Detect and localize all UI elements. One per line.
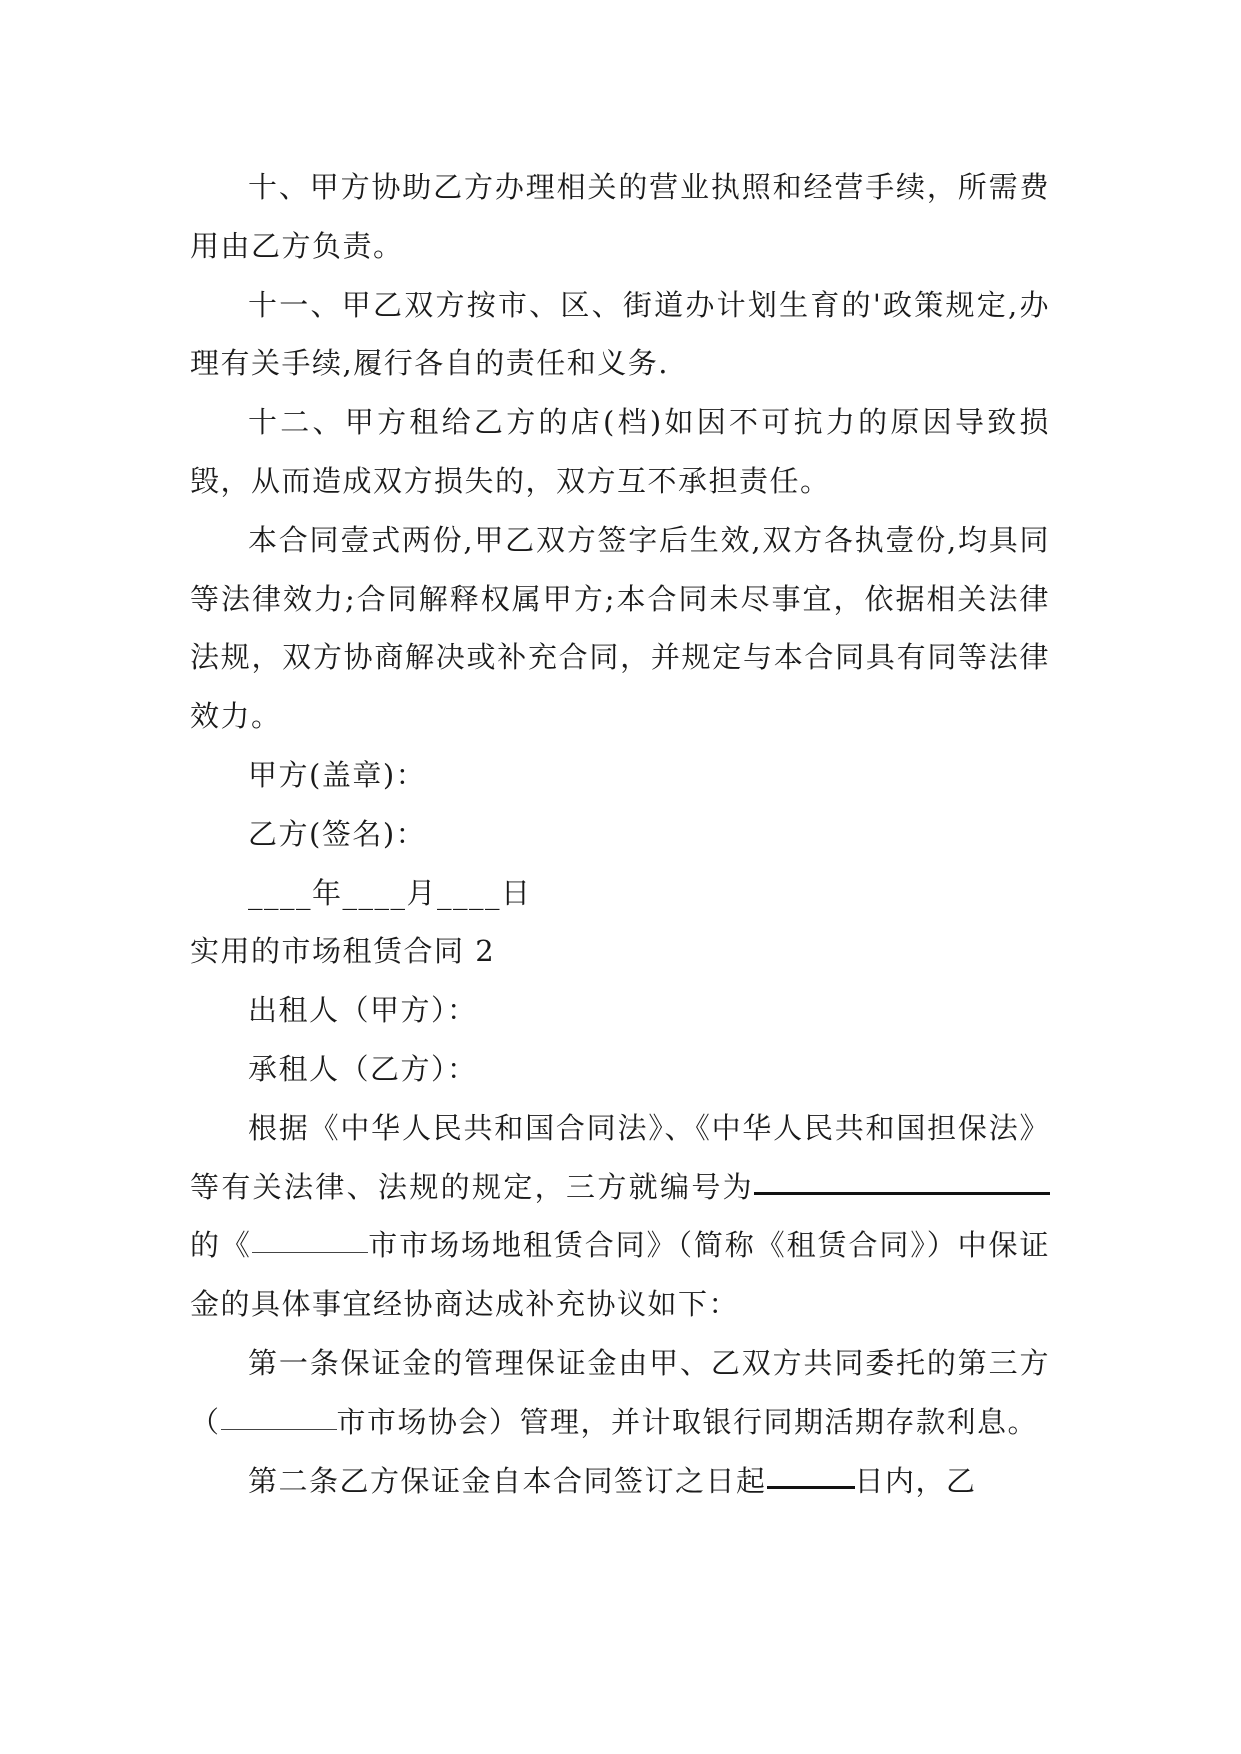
contract-number-blank [754, 1172, 932, 1195]
city-blank [252, 1230, 368, 1253]
days-blank [767, 1466, 855, 1489]
article-1 [190, 1334, 1050, 1452]
lessor-line: 出租人（甲方）： [248, 993, 478, 1028]
clause-11: 十一、甲乙双方按市、区、街道办计划生育的'政策规定,办理有关手续,履行各自的责任和义务. [190, 287, 1050, 381]
copies-clause: 本合同壹式两份,甲乙双方签字后生效,双方各执壹份,均具同等法律效力;合同解释权属甲方;本合同未尽事宜，依据相关法律法规，双方协商解决或补充合同，并规定与本合同具有同等法律效力。 [190, 522, 1050, 734]
intro-text-2: 的《 [190, 1228, 252, 1263]
article-1-text-2: 市市场协会）管理，并计取银行同期活期存款利息。 [336, 1404, 1039, 1439]
section-title: 实用的市场租赁合同 2 [190, 934, 496, 969]
intro-text-1: 根据《中华人民共和国合同法》、《中华人民共和国担保法》等有关法律、法规的规定，三方就编号为 [190, 1110, 1050, 1204]
intro-paragraph [190, 1099, 1050, 1334]
contract-number-blank-cont [932, 1172, 1050, 1195]
lessee-line: 承租人（乙方）： [248, 1051, 478, 1086]
clause-12: 十二、甲方租给乙方的店(档)如因不可抗力的原因导致损毁，从而造成双方损失的，双方互不承担责任。 [190, 405, 1050, 498]
signature-date: ____年____月____日 [248, 875, 532, 910]
article-2-text-1: 第二条乙方保证金自本合同签订之日起 [248, 1463, 767, 1498]
article-1-text-1: 第一条保证金的管理保证金由甲、乙双方共同委托的第三方（ [190, 1345, 1050, 1439]
intro-text-3: 市市场场地租赁合同》（简称《租赁合同》）中保证金的具体事宜经协商达成补充协议如下： [190, 1228, 1050, 1322]
article-2-text-2: 日内，乙 [854, 1463, 977, 1498]
association-city-blank [221, 1407, 337, 1430]
party-b-signature: 乙方(签名)： [248, 816, 427, 851]
party-a-signature: 甲方(盖章)： [248, 757, 427, 792]
article-2 [190, 1452, 1050, 1511]
document-page [190, 158, 1050, 1510]
clause-10: 十、甲方协助乙方办理相关的营业执照和经营手续，所需费用由乙方负责。 [190, 170, 1050, 263]
